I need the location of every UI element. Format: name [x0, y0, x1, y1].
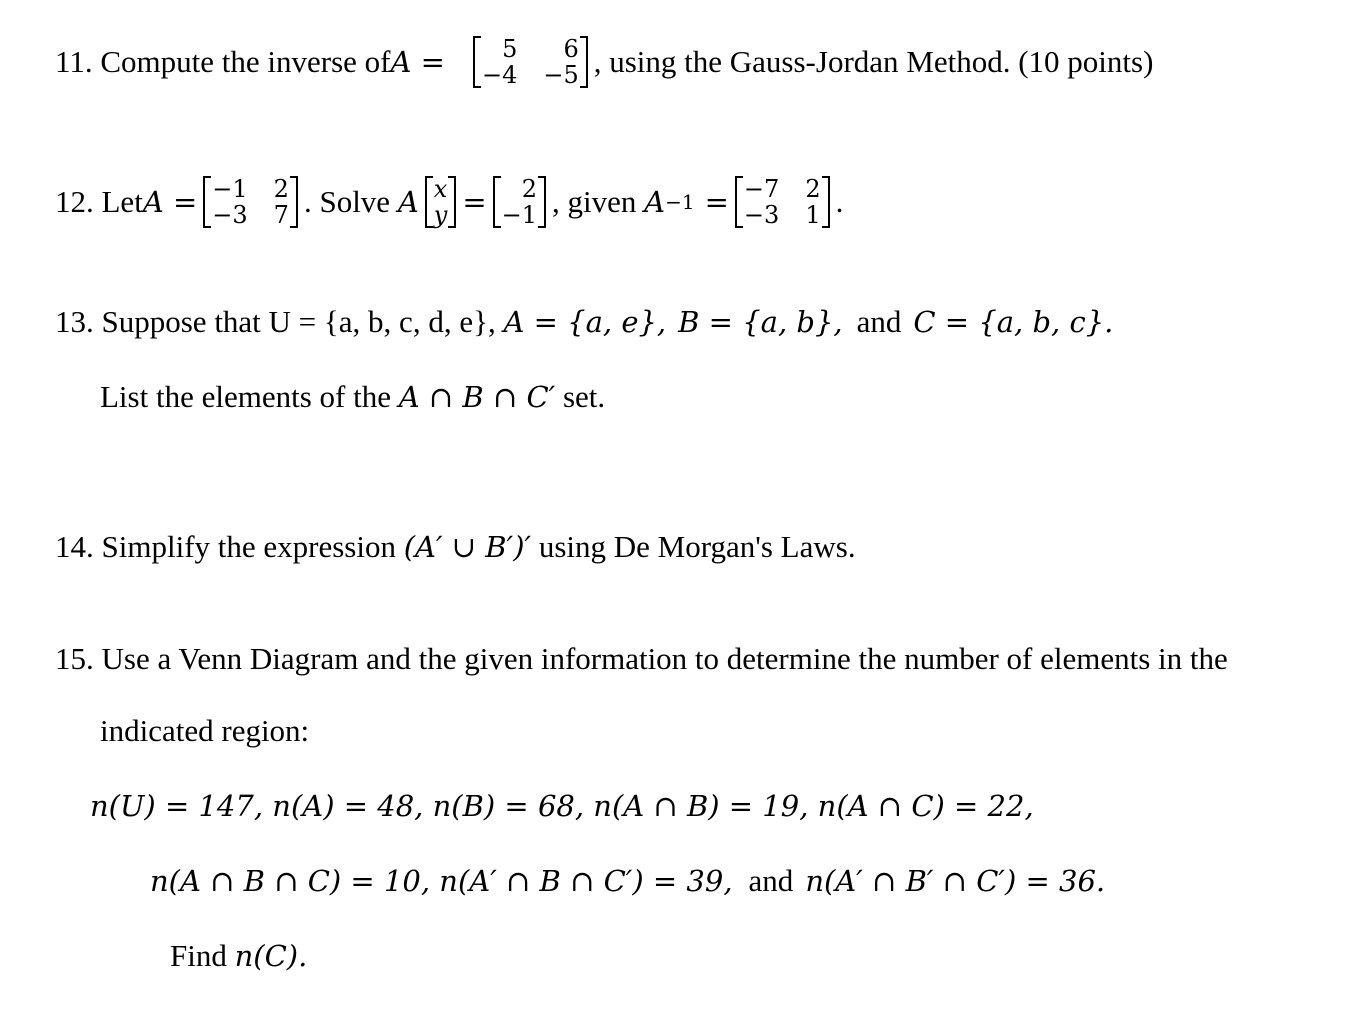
q15-line1: 15. Use a Venn Diagram and the given information to determine the number of elements in the — [55, 641, 1228, 676]
q15-given-line1 — [90, 786, 1034, 826]
q12-vector-b — [493, 176, 546, 228]
q14-expr: (A′ ∪ B′)′ — [403, 530, 532, 564]
q13-set-b: B = {a, b}, — [678, 305, 843, 339]
q12-solve: . Solve — [303, 184, 398, 219]
question-13 — [55, 302, 1113, 342]
question-12: 12. Let A = −1 2 −3 7 . Solve A x y = 2 −1 , given A −1 = −7 2 −3 1 . — [55, 175, 844, 229]
matrix-cell: 7 — [273, 201, 289, 229]
matrix-cell: −3 — [743, 201, 780, 229]
matrix-cell: y — [433, 201, 448, 229]
q12-prefix: 12. Let — [55, 184, 143, 219]
q12-matrix-a — [203, 176, 298, 228]
matrix-cell: −3 — [212, 201, 248, 229]
matrix-cell: 2 — [521, 175, 538, 203]
matrix-cell: 6 — [563, 35, 579, 63]
matrix-cell: x — [433, 175, 448, 203]
matrix-cell: −4 — [481, 61, 518, 89]
q12-a-var: A — [397, 185, 419, 219]
question-15 — [55, 639, 1228, 679]
q11-matrix — [473, 36, 588, 88]
matrix-cell: 2 — [805, 175, 821, 203]
question-11 — [55, 36, 1153, 88]
q15-given-line2 — [150, 861, 1105, 901]
q15-given2-b: n(A′ ∩ B′ ∩ C′) = 36. — [805, 864, 1106, 898]
matrix-cell: −7 — [743, 175, 780, 203]
q15-find-prefix: Find — [170, 938, 235, 973]
q15-find-expr: n(C). — [234, 939, 308, 973]
q15-given1: n(U) = 147, n(A) = 48, n(B) = 68, n(A ∩ B) = 19, n(A ∩ C) = 22, — [90, 789, 1034, 823]
q12-given: , given — [552, 184, 645, 219]
q11-suffix: , using the Gauss-Jordan Method. (10 points) — [593, 44, 1154, 79]
q12-lhs: A = — [142, 185, 198, 219]
q11-prefix: 11. Compute the inverse of — [55, 44, 391, 79]
q11-lhs: A = — [390, 45, 445, 79]
q12-end: . — [835, 184, 844, 219]
q14-prefix: 14. Simplify the expression — [55, 529, 404, 564]
q12-eq2: = — [704, 185, 729, 219]
q12-ainv-base: A — [644, 185, 666, 219]
matrix-cell: 2 — [273, 175, 289, 203]
q15-given2-and: and — [748, 863, 794, 898]
question-13-line2 — [100, 377, 605, 417]
q15-line2: indicated region: — [100, 713, 310, 748]
matrix-cell: −1 — [212, 175, 248, 203]
q13-set-a: A = {a, e}, — [503, 305, 667, 339]
matrix-cell: −1 — [501, 201, 538, 229]
q13-prefix: 13. Suppose that U = {a, b, c, d, e}, — [55, 304, 504, 339]
q13-line2-suffix: set. — [555, 379, 606, 414]
q12-matrix-inv — [735, 176, 830, 228]
matrix-cell: 1 — [805, 201, 821, 229]
q13-expr: A ∩ B ∩ C′ — [398, 380, 556, 414]
matrix-cell: −5 — [543, 61, 579, 89]
q15-given2-a: n(A ∩ B ∩ C) = 10, n(A′ ∩ B ∩ C′) = 39, — [150, 864, 733, 898]
q12-eq: = — [462, 185, 487, 219]
q12-vector-xy — [425, 176, 457, 228]
q14-suffix: using De Morgan's Laws. — [531, 529, 856, 564]
question-15-line2 — [100, 711, 309, 751]
q13-set-c: C = {a, b, c}. — [913, 305, 1114, 339]
q13-line2-prefix: List the elements of the — [100, 379, 399, 414]
q13-and: and — [856, 304, 902, 339]
q15-find-line — [170, 936, 307, 976]
question-14 — [55, 527, 856, 567]
matrix-cell: 5 — [502, 35, 518, 63]
